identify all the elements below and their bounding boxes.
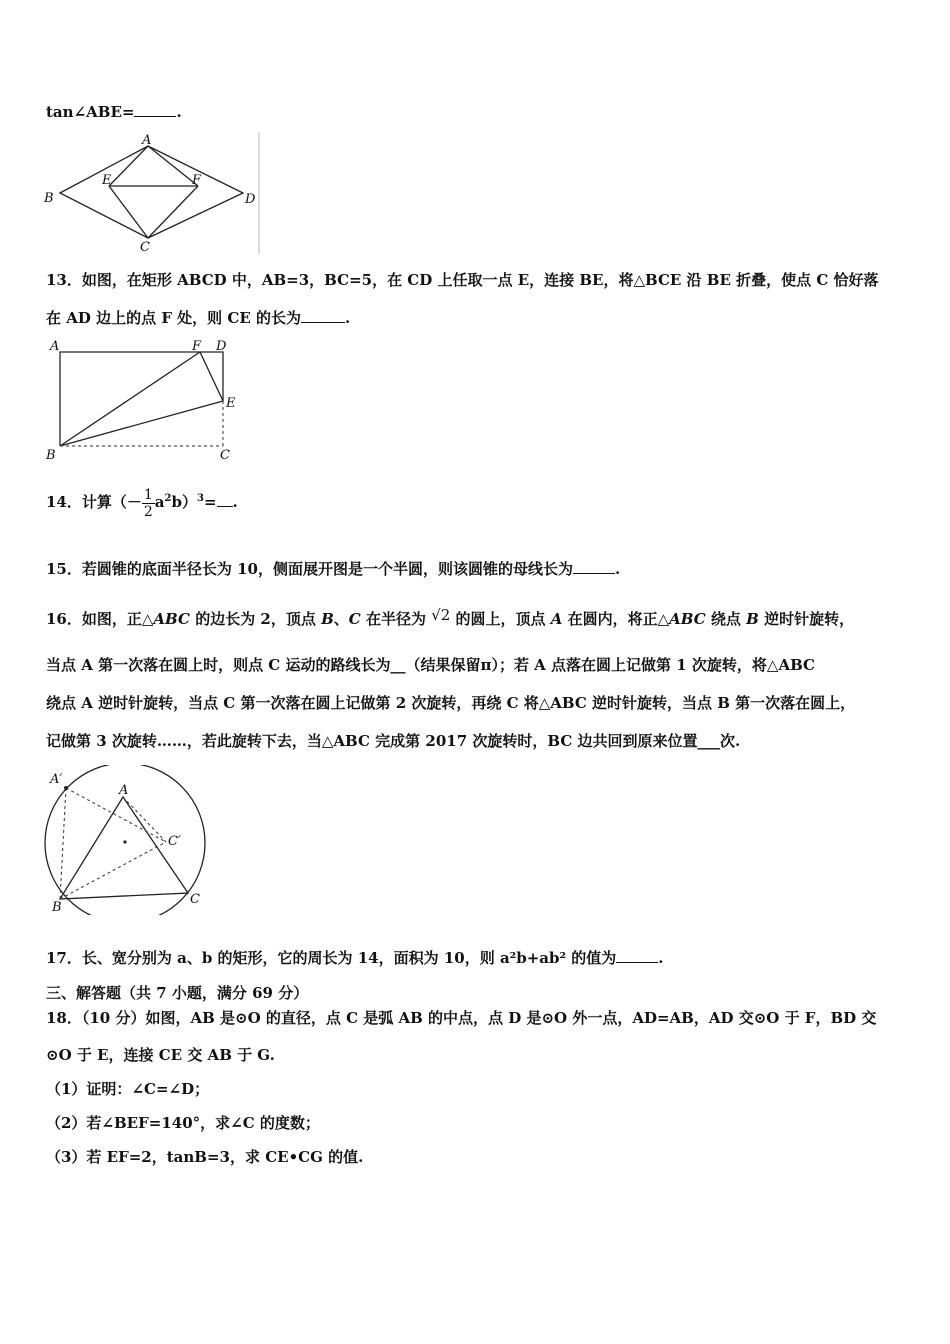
q18-line2: ⊙O 于 E，连接 CE 交 AB 于 G. bbox=[46, 1046, 275, 1064]
q14-line: 14．计算（－ $\frac{1}{2}$ $a^2b)^3=$ . bbox=[46, 486, 238, 520]
label-B: B bbox=[44, 191, 54, 206]
figure-circle-triangle bbox=[40, 765, 220, 915]
section-title: 三、解答题（共 7 小题，满分 69 分） bbox=[46, 984, 309, 1002]
q16-line1: 16．如图，正△ABC 的边长为 2，顶点 B、C 在半径为 √2 的圆上，顶点 A 在圆内，将正△ABC 绕点 B 逆时针旋转， bbox=[46, 606, 855, 628]
label-E: E bbox=[226, 396, 236, 411]
label-C-prime: C′ bbox=[168, 834, 181, 849]
q18-line1: 18．（10 分）如图，AB 是⊙O 的直径，点 C 是弧 AB 的中点，点 D 是⊙O 外一点，AD=AB，AD 交⊙O 于 F，BD 交 bbox=[46, 1009, 877, 1027]
label-C: C bbox=[220, 448, 230, 463]
label-B: B bbox=[52, 900, 62, 915]
label-D: D bbox=[216, 339, 227, 354]
label-A-prime: A′ bbox=[50, 772, 63, 787]
sqrt-two: √2 bbox=[431, 606, 451, 624]
label-B: B bbox=[46, 448, 56, 463]
q16-line2: 当点 A 第一次落在圆上时，则点 C 运动的路线长为__（结果保留π）；若 A 点落在圆上记做第 1 次旋转，将△ABC bbox=[46, 656, 815, 674]
q16-line4: 记做第 3 次旋转……，若此旋转下去，当△ABC 完成第 2017 次旋转时，BC 边共回到原来位置___次. bbox=[46, 732, 741, 750]
q17-blank[interactable] bbox=[616, 948, 658, 963]
label-A: A bbox=[50, 339, 60, 354]
q15-line: 15．若圆锥的底面半径长为 10，侧面展开图是一个半圆，则该圆锥的母线长为 . bbox=[46, 560, 621, 578]
q13-blank[interactable] bbox=[301, 308, 345, 323]
q14-blank[interactable] bbox=[217, 492, 233, 507]
figure-rectangle-fold bbox=[40, 335, 250, 465]
q18-sub2: （2）若∠BEF=140°，求∠C 的度数； bbox=[46, 1114, 320, 1132]
label-D: D bbox=[245, 192, 256, 207]
q16-line3: 绕点 A 逆时针旋转，当点 C 第一次落在圆上记做第 2 次旋转，再绕 C 将△ABC 逆时针旋转，当点 B 第一次落在圆上， bbox=[46, 694, 856, 712]
q18-sub1: （1）证明：∠C=∠D； bbox=[46, 1080, 210, 1098]
label-A: A bbox=[119, 783, 129, 798]
label-E: E bbox=[102, 173, 112, 188]
label-C: C bbox=[140, 240, 150, 255]
q17-line: 17．长、宽分别为 a、b 的矩形，它的周长为 14，面积为 10，则 a²b+ab² 的值为 . bbox=[46, 949, 664, 967]
q12-blank[interactable] bbox=[134, 102, 176, 117]
fraction-half: $\frac{1}{2}$ bbox=[143, 486, 153, 520]
figure-rhombus bbox=[40, 130, 265, 256]
q13-line1: 13．如图，在矩形 ABCD 中，AB=3，BC=5，在 CD 上任取一点 E，连接 BE，将△BCE 沿 BE 折叠，使点 C 恰好落 bbox=[46, 271, 879, 289]
label-F: F bbox=[192, 173, 202, 188]
label-C: C bbox=[190, 892, 200, 907]
q18-sub3: （3）若 EF=2，tanB=3，求 CE•CG 的值. bbox=[46, 1148, 364, 1166]
q13-line2: 在 AD 边上的点 F 处，则 CE 的长为 . bbox=[46, 309, 351, 327]
q15-blank[interactable] bbox=[573, 559, 615, 574]
label-A: A bbox=[142, 133, 152, 148]
q12-text: tan∠ABE= bbox=[46, 103, 135, 121]
label-F: F bbox=[192, 339, 202, 354]
q12-answer-line: tan∠ABE= . bbox=[46, 103, 182, 121]
